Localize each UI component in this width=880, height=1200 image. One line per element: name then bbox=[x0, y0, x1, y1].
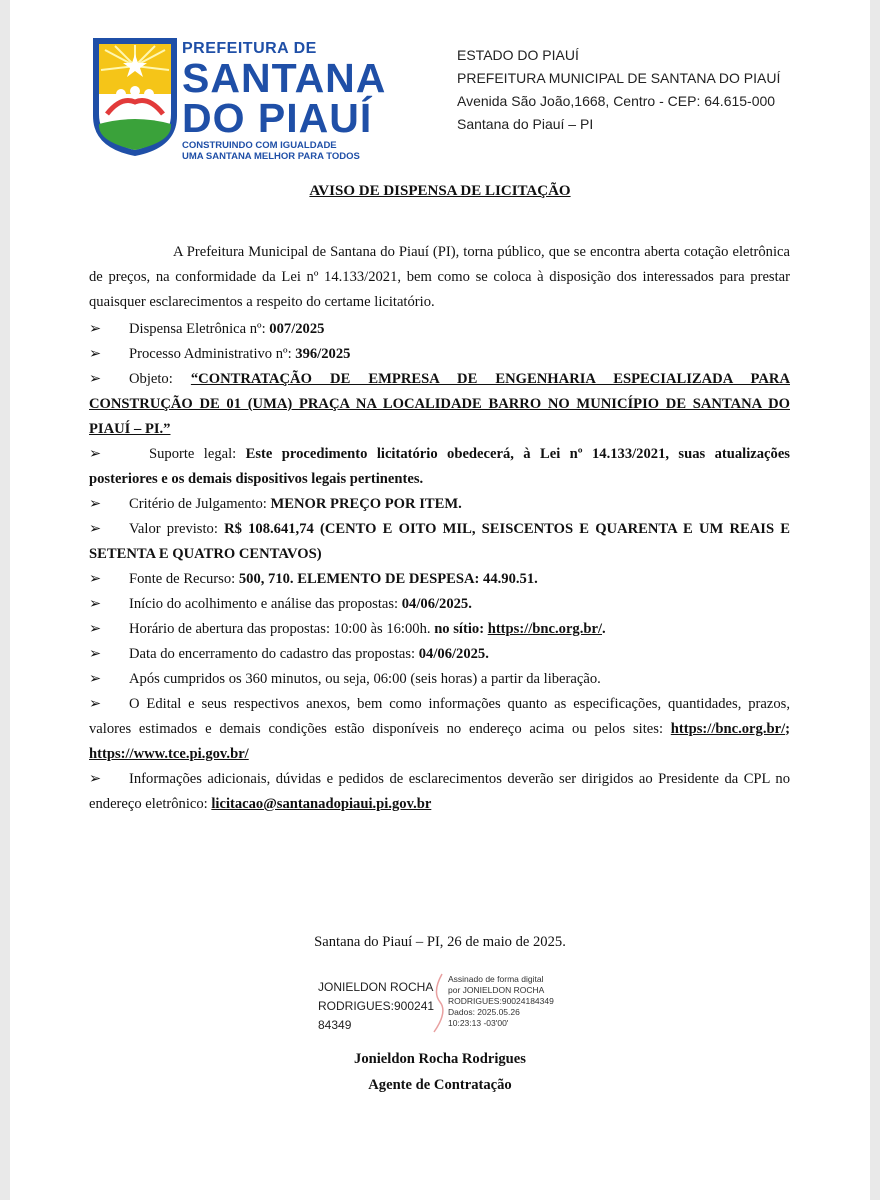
signature-details bbox=[448, 974, 554, 1029]
item-label: Dispensa Eletrônica nº: bbox=[129, 321, 270, 337]
bullet-arrow-icon: ➢ bbox=[89, 346, 102, 362]
item-value: MENOR PREÇO POR ITEM. bbox=[270, 496, 462, 512]
letterhead-address: Avenida São João,1668, Centro - CEP: 64.615-000 bbox=[457, 93, 776, 109]
signature-detail-line: RODRIGUES:90024184349 bbox=[448, 996, 554, 1006]
item-objeto bbox=[89, 367, 790, 442]
bullet-arrow-icon: ➢ bbox=[89, 596, 102, 612]
bnc-link[interactable]: https://bnc.org.br/ bbox=[487, 621, 603, 637]
signature-name-line: JONIELDON ROCHA bbox=[318, 980, 434, 994]
bnc-link[interactable]: https://bnc.org.br/ bbox=[670, 721, 786, 737]
signature-name bbox=[318, 978, 434, 1035]
item-label: Fonte de Recurso: bbox=[129, 571, 239, 587]
item-punctuation: . bbox=[602, 621, 606, 637]
item-label: Objeto: bbox=[129, 371, 191, 387]
signature-detail-line: por JONIELDON ROCHA bbox=[448, 985, 545, 995]
item-encerramento bbox=[89, 642, 790, 667]
bullet-arrow-icon: ➢ bbox=[89, 696, 102, 712]
item-apos bbox=[89, 667, 790, 692]
intro-paragraph: A Prefeitura Municipal de Santana do Piauí (PI), torna público, que se encontra aberta cotação eletrônica de preços, na conformidade da Lei nº 14.133/2021, bem como se coloca à disposição dos interessados para prestar quaisquer esclarecimentos a respeito do certame licitatório. bbox=[89, 244, 790, 310]
signer-name: Jonieldon Rocha Rodrigues bbox=[354, 1051, 526, 1067]
bullet-arrow-icon: ➢ bbox=[89, 496, 102, 512]
bullet-arrow-icon: ➢ bbox=[89, 521, 102, 537]
signature-detail-line: 10:23:13 -03'00' bbox=[448, 1018, 509, 1028]
item-label: Critério de Julgamento: bbox=[129, 496, 271, 512]
document-body bbox=[89, 240, 790, 817]
letterhead-prefeitura: PREFEITURA MUNICIPAL DE SANTANA DO PIAUÍ bbox=[457, 70, 781, 86]
document-page bbox=[10, 0, 870, 1200]
item-label: Início do acolhimento e análise das propostas: bbox=[129, 596, 402, 612]
item-suporte-legal bbox=[89, 442, 790, 492]
item-dispensa bbox=[89, 317, 790, 342]
logo-wordmark bbox=[182, 40, 386, 162]
item-label: Data do encerramento do cadastro das propostas: bbox=[129, 646, 419, 662]
signature-detail-line: Assinado de forma digital bbox=[448, 974, 544, 984]
item-value: Este procedimento licitatório obedecerá, à Lei nº 14.133/2021, suas atualizações posteriores e os demais dispositivos legais pertinentes. bbox=[89, 446, 790, 487]
item-value: R$ 108.641,74 (CENTO E OITO MIL, SEISCENTOS E QUARENTA E UM REAIS E SETENTA E QUATRO CENTAVOS) bbox=[89, 521, 790, 562]
item-text: Após cumpridos os 360 minutos, ou seja, 06:00 (seis horas) a partir da liberação. bbox=[129, 671, 601, 687]
item-label: Suporte legal: bbox=[149, 446, 246, 462]
bullet-arrow-icon: ➢ bbox=[89, 671, 102, 687]
item-valor bbox=[89, 517, 790, 567]
tce-link[interactable]: https://www.tce.pi.gov.br/ bbox=[89, 746, 249, 762]
item-value: “CONTRATAÇÃO DE EMPRESA DE ENGENHARIA ESPECIALIZADA PARA CONSTRUÇÃO DE 01 (UMA) PRAÇA NA LOCALIDADE BARRO NO MUNICÍPIO DE SANTANA DO PIAUÍ – PI.” bbox=[89, 371, 790, 437]
item-separator: ; bbox=[785, 721, 790, 737]
logo-line-piaui: DO PIAUÍ bbox=[182, 95, 373, 141]
date-line: Santana do Piauí – PI, 26 de maio de 2025. bbox=[314, 934, 566, 950]
signature-detail-line: Dados: 2025.05.26 bbox=[448, 1007, 520, 1017]
logo-slogan-2: UMA SANTANA MELHOR PARA TODOS bbox=[182, 151, 360, 162]
item-text: Informações adicionais, dúvidas e pedidos de esclarecimentos deverão ser dirigidos ao Presidente da CPL no endereço eletrônico: bbox=[89, 771, 790, 812]
item-label: Valor previsto: bbox=[129, 521, 225, 537]
item-inicio bbox=[89, 592, 790, 617]
item-horario bbox=[89, 617, 790, 642]
signer-role: Agente de Contratação bbox=[368, 1077, 512, 1093]
logo-slogan-1: CONSTRUINDO COM IGUALDADE bbox=[182, 140, 337, 151]
bullet-arrow-icon: ➢ bbox=[89, 371, 102, 387]
item-value: 500, 710. ELEMENTO DE DESPESA: 44.90.51. bbox=[238, 571, 538, 587]
bullet-arrow-icon: ➢ bbox=[89, 321, 102, 337]
signer-block bbox=[10, 1046, 870, 1098]
item-sitio-label: no sítio: bbox=[434, 621, 488, 637]
bullet-arrow-icon: ➢ bbox=[89, 446, 102, 462]
bullet-arrow-icon: ➢ bbox=[89, 571, 102, 587]
digital-signature bbox=[318, 972, 578, 1042]
item-fonte bbox=[89, 567, 790, 592]
item-edital bbox=[89, 692, 790, 767]
bullet-arrow-icon: ➢ bbox=[89, 621, 102, 637]
item-value: 396/2025 bbox=[295, 346, 351, 362]
item-value: 007/2025 bbox=[269, 321, 325, 337]
letterhead-state: ESTADO DO PIAUÍ bbox=[457, 47, 579, 63]
document-title: AVISO DE DISPENSA DE LICITAÇÃO bbox=[309, 183, 571, 199]
item-informacoes bbox=[89, 767, 790, 817]
item-value: 04/06/2025. bbox=[418, 646, 489, 662]
item-text: O Edital e seus respectivos anexos, bem como informações quanto as especificações, quantidades, prazos, valores estimados e demais condições estão disponíveis no endereço acima ou pelos sites: bbox=[89, 696, 790, 737]
item-value: 04/06/2025. bbox=[401, 596, 472, 612]
letterhead-city: Santana do Piauí – PI bbox=[457, 116, 594, 132]
item-label: Horário de abertura das propostas: 10:00 às 16:00h. bbox=[129, 621, 435, 637]
logo-line-prefeitura: PREFEITURA DE bbox=[182, 40, 317, 57]
item-criterio bbox=[89, 492, 790, 517]
item-label: Processo Administrativo nº: bbox=[129, 346, 296, 362]
bullet-arrow-icon: ➢ bbox=[89, 771, 102, 787]
bullet-arrow-icon: ➢ bbox=[89, 646, 102, 662]
email-link[interactable]: licitacao@santanadopiaui.pi.gov.br bbox=[211, 796, 432, 812]
signature-name-line: 84349 bbox=[318, 1018, 352, 1032]
letterhead bbox=[457, 44, 780, 136]
signature-name-line: RODRIGUES:900241 bbox=[318, 999, 435, 1013]
item-processo bbox=[89, 342, 790, 367]
logo-line-santana: SANTANA bbox=[182, 55, 387, 101]
